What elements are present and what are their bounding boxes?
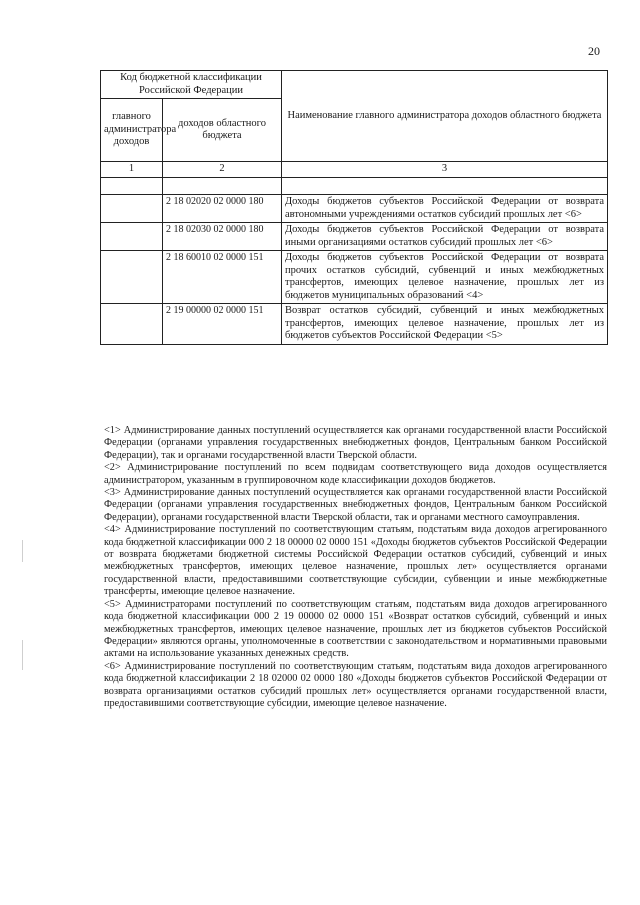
column-number: 1 <box>101 162 163 178</box>
income-code-cell: 2 18 60010 02 0000 151 <box>163 251 282 304</box>
column-number: 3 <box>282 162 608 178</box>
table-row <box>101 195 608 223</box>
empty-cell <box>101 178 163 195</box>
footnote-5: <5> Администраторами поступлений по соответствующим статьям, подстатьям вида доходов агрегированного кода бюджетной классификации 000 2 19 00000 02 0000 151 «Возврат остатков субсидий, субвенций и иных межбюджетных трансфертов, имеющих целевое назначение, прошлых лет из бюджетов субъектов Российской Федерации» являются органы, уполномоченные в соответствии с законодательством и нормативными правовыми актами на использование указанных денежных средств. <box>104 598 607 660</box>
income-code-cell: 2 19 00000 02 0000 151 <box>163 304 282 345</box>
column-number: 2 <box>163 162 282 178</box>
table-row-empty <box>101 178 608 195</box>
admin-code-cell <box>101 304 163 345</box>
header-name-column: Наименование главного администратора доходов областного бюджета <box>282 71 608 162</box>
empty-cell <box>163 178 282 195</box>
budget-code-table <box>100 70 608 345</box>
income-name-cell: Доходы бюджетов субъектов Российской Федерации от возврата иными организациями остатков субсидий прошлых лет <6> <box>282 223 608 251</box>
footnote-2: <2> Администрирование поступлений по всем подвидам соответствующего вида доходов осуществляется администратором, указанным в группировочном коде классификации доходов бюджетов. <box>104 462 607 486</box>
table-row <box>101 304 608 345</box>
header-income-column: доходов областного бюджета <box>163 99 282 162</box>
page-number: 20 <box>588 44 600 58</box>
income-name-cell: Доходы бюджетов субъектов Российской Федерации от возврата автономными учреждениями остатков субсидий прошлых лет <6> <box>282 195 608 223</box>
income-code-cell: 2 18 02020 02 0000 180 <box>163 195 282 223</box>
admin-code-cell <box>101 195 163 223</box>
footnote-6: <6> Администрирование поступлений по соответствующим статьям, подстатьям вида доходов агрегированного кода бюджетной классификации 2 18 02000 02 0000 180 «Доходы бюджетов субъектов Российской Федерации от возврата организациями остатков субсидий прошлых лет» осуществляется органами государственной власти, предоставившими соответствующие субсидии, имеющие целевое назначение. <box>104 660 607 709</box>
income-name-cell: Возврат остатков субсидий, субвенций и иных межбюджетных трансфертов, имеющих целевое назначение, прошлых лет из бюджетов субъектов Российской Федерации <5> <box>282 304 608 345</box>
income-code-cell: 2 18 02030 02 0000 180 <box>163 223 282 251</box>
table-header-row <box>101 71 608 99</box>
footnote-3: <3> Администрирование данных поступлений осуществляется как органами государственной власти Российской Федерации (органами управления государственных внебюджетных фондов, Центральным банком Российской Федерации), органами государственной власти Тверской области, так и органами местного самоуправления. <box>104 487 607 523</box>
admin-code-cell <box>101 251 163 304</box>
table-row <box>101 223 608 251</box>
header-admin-column: главного администратора доходов <box>101 99 163 162</box>
scan-edge-mark <box>22 640 23 670</box>
scan-edge-mark <box>22 540 23 562</box>
admin-code-cell <box>101 223 163 251</box>
footnote-1: <1> Администрирование данных поступлений осуществляется как органами государственной власти Российской Федерации (органами управления государственных внебюджетных фондов, Центральным банком Российской Федерации), так и органами государственной власти Тверской области. <box>104 425 607 461</box>
footnote-4: <4> Администрирование поступлений по соответствующим статьям, подстатьям вида доходов агрегированного кода бюджетной классификации 000 2 18 00000 02 0000 151 «Доходы бюджетов субъектов Российской Федерации от возврата бюджетами бюджетной системы Российской Федерации остатков субсидий, субвенций и иных межбюджетных трансфертов, имеющих целевое назначение, прошлых лет» осуществляется органами государственной власти, предоставившими соответствующие субсидии, субвенции и иные межбюджетные трансферты, имеющие целевое назначение. <box>104 524 607 598</box>
table-row <box>101 251 608 304</box>
header-code-group: Код бюджетной классификации Российской Федерации <box>101 71 282 99</box>
footnotes <box>104 425 607 710</box>
empty-cell <box>282 178 608 195</box>
income-name-cell: Доходы бюджетов субъектов Российской Федерации от возврата прочих остатков субсидий, субвенций и иных межбюджетных трансфертов, имеющих целевое назначение, прошлых лет из бюджетов муниципальных образований <4> <box>282 251 608 304</box>
column-number-row <box>101 162 608 178</box>
